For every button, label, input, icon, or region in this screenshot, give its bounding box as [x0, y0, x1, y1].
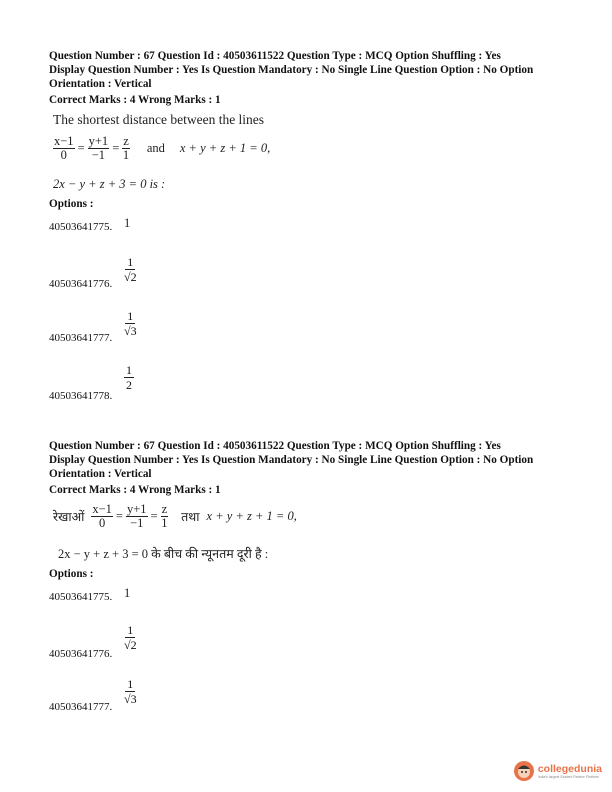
option-fraction: $\frac{1}{√2}$: [124, 255, 137, 284]
marks-line: Correct Marks : 4 Wrong Marks : 1: [49, 484, 221, 496]
marks-line: Correct Marks : 4 Wrong Marks : 1: [49, 94, 221, 106]
logo-tagline: India's largest Student Review Platform: [537, 774, 599, 779]
question-equation: रेखाओं $\frac{x-1}{0}$ = $\frac{y+1}{-1}$ = $\frac{z}{1}$ तथा x + y + z + 1 = 0,: [53, 502, 297, 530]
question-equation: $\frac{x-1}{0}$ = $\frac{y+1}{-1}$ = $\frac{z}{1}$ and x + y + z + 1 = 0,: [54, 134, 271, 162]
fraction: $\frac{z}{1}$: [122, 134, 130, 162]
option-value: 1: [124, 216, 131, 230]
mascot-icon: [513, 760, 535, 782]
option-id: 40503641775.: [49, 221, 113, 233]
question-meta: [49, 50, 594, 91]
option-id: 40503641776.: [49, 278, 113, 290]
option-id: 40503641778.: [49, 390, 113, 402]
fraction: $\frac{x-1}{0}$: [54, 134, 74, 162]
fraction: $\frac{x-1}{0}$: [92, 502, 112, 530]
plane-equation: 2x − y + z + 3 = 0 is :: [53, 177, 166, 191]
meta-line: Question Number : 67 Question Id : 40503611522 Question Type : MCQ Option Shuffling : Yes: [49, 50, 501, 62]
meta-line: Orientation : Vertical: [49, 467, 152, 480]
hindi-prefix: रेखाओं: [53, 510, 85, 524]
question-meta: [49, 440, 594, 481]
collegedunia-logo: [513, 760, 602, 782]
plane-equation: x + y + z + 1 = 0,: [206, 509, 297, 523]
fraction: $\frac{y+1}{-1}$: [88, 134, 109, 162]
option-id: 40503641777.: [49, 332, 113, 344]
option-fraction: $\frac{1}{2}$: [126, 363, 132, 392]
option-id: 40503641776.: [49, 648, 113, 660]
option-value: 1: [124, 586, 131, 600]
conjunction: तथा: [181, 510, 200, 524]
option-id: 40503641777.: [49, 701, 113, 713]
options-label: Options :: [49, 198, 94, 210]
question-text: The shortest distance between the lines: [53, 112, 265, 127]
meta-line: Orientation : Vertical: [49, 77, 152, 90]
meta-line: Question Number : 67 Question Id : 40503611522 Question Type : MCQ Option Shuffling : Yes: [49, 440, 501, 452]
fraction: $\frac{y+1}{-1}$: [126, 502, 147, 530]
meta-line: Display Question Number : Yes Is Question Mandatory : No Single Line Question Option : No Option: [49, 63, 534, 76]
fraction: $\frac{z}{1}$: [161, 502, 168, 530]
logo-name: collegedunia: [537, 762, 602, 775]
option-fraction: $\frac{1}{√3}$: [124, 677, 137, 706]
option-id: 40503641775.: [49, 591, 113, 603]
conjunction: and: [146, 141, 165, 155]
option-fraction: $\frac{1}{√3}$: [124, 309, 137, 338]
options-label: Options :: [49, 568, 94, 580]
option-fraction: $\frac{1}{√2}$: [124, 623, 137, 652]
meta-line: Display Question Number : Yes Is Question Mandatory : No Single Line Question Option : No Option: [49, 453, 534, 466]
plane-equation: x + y + z + 1 = 0,: [179, 141, 271, 155]
plane-equation: 2x − y + z + 3 = 0 के बीच की न्यूनतम दूरी है :: [58, 547, 269, 561]
